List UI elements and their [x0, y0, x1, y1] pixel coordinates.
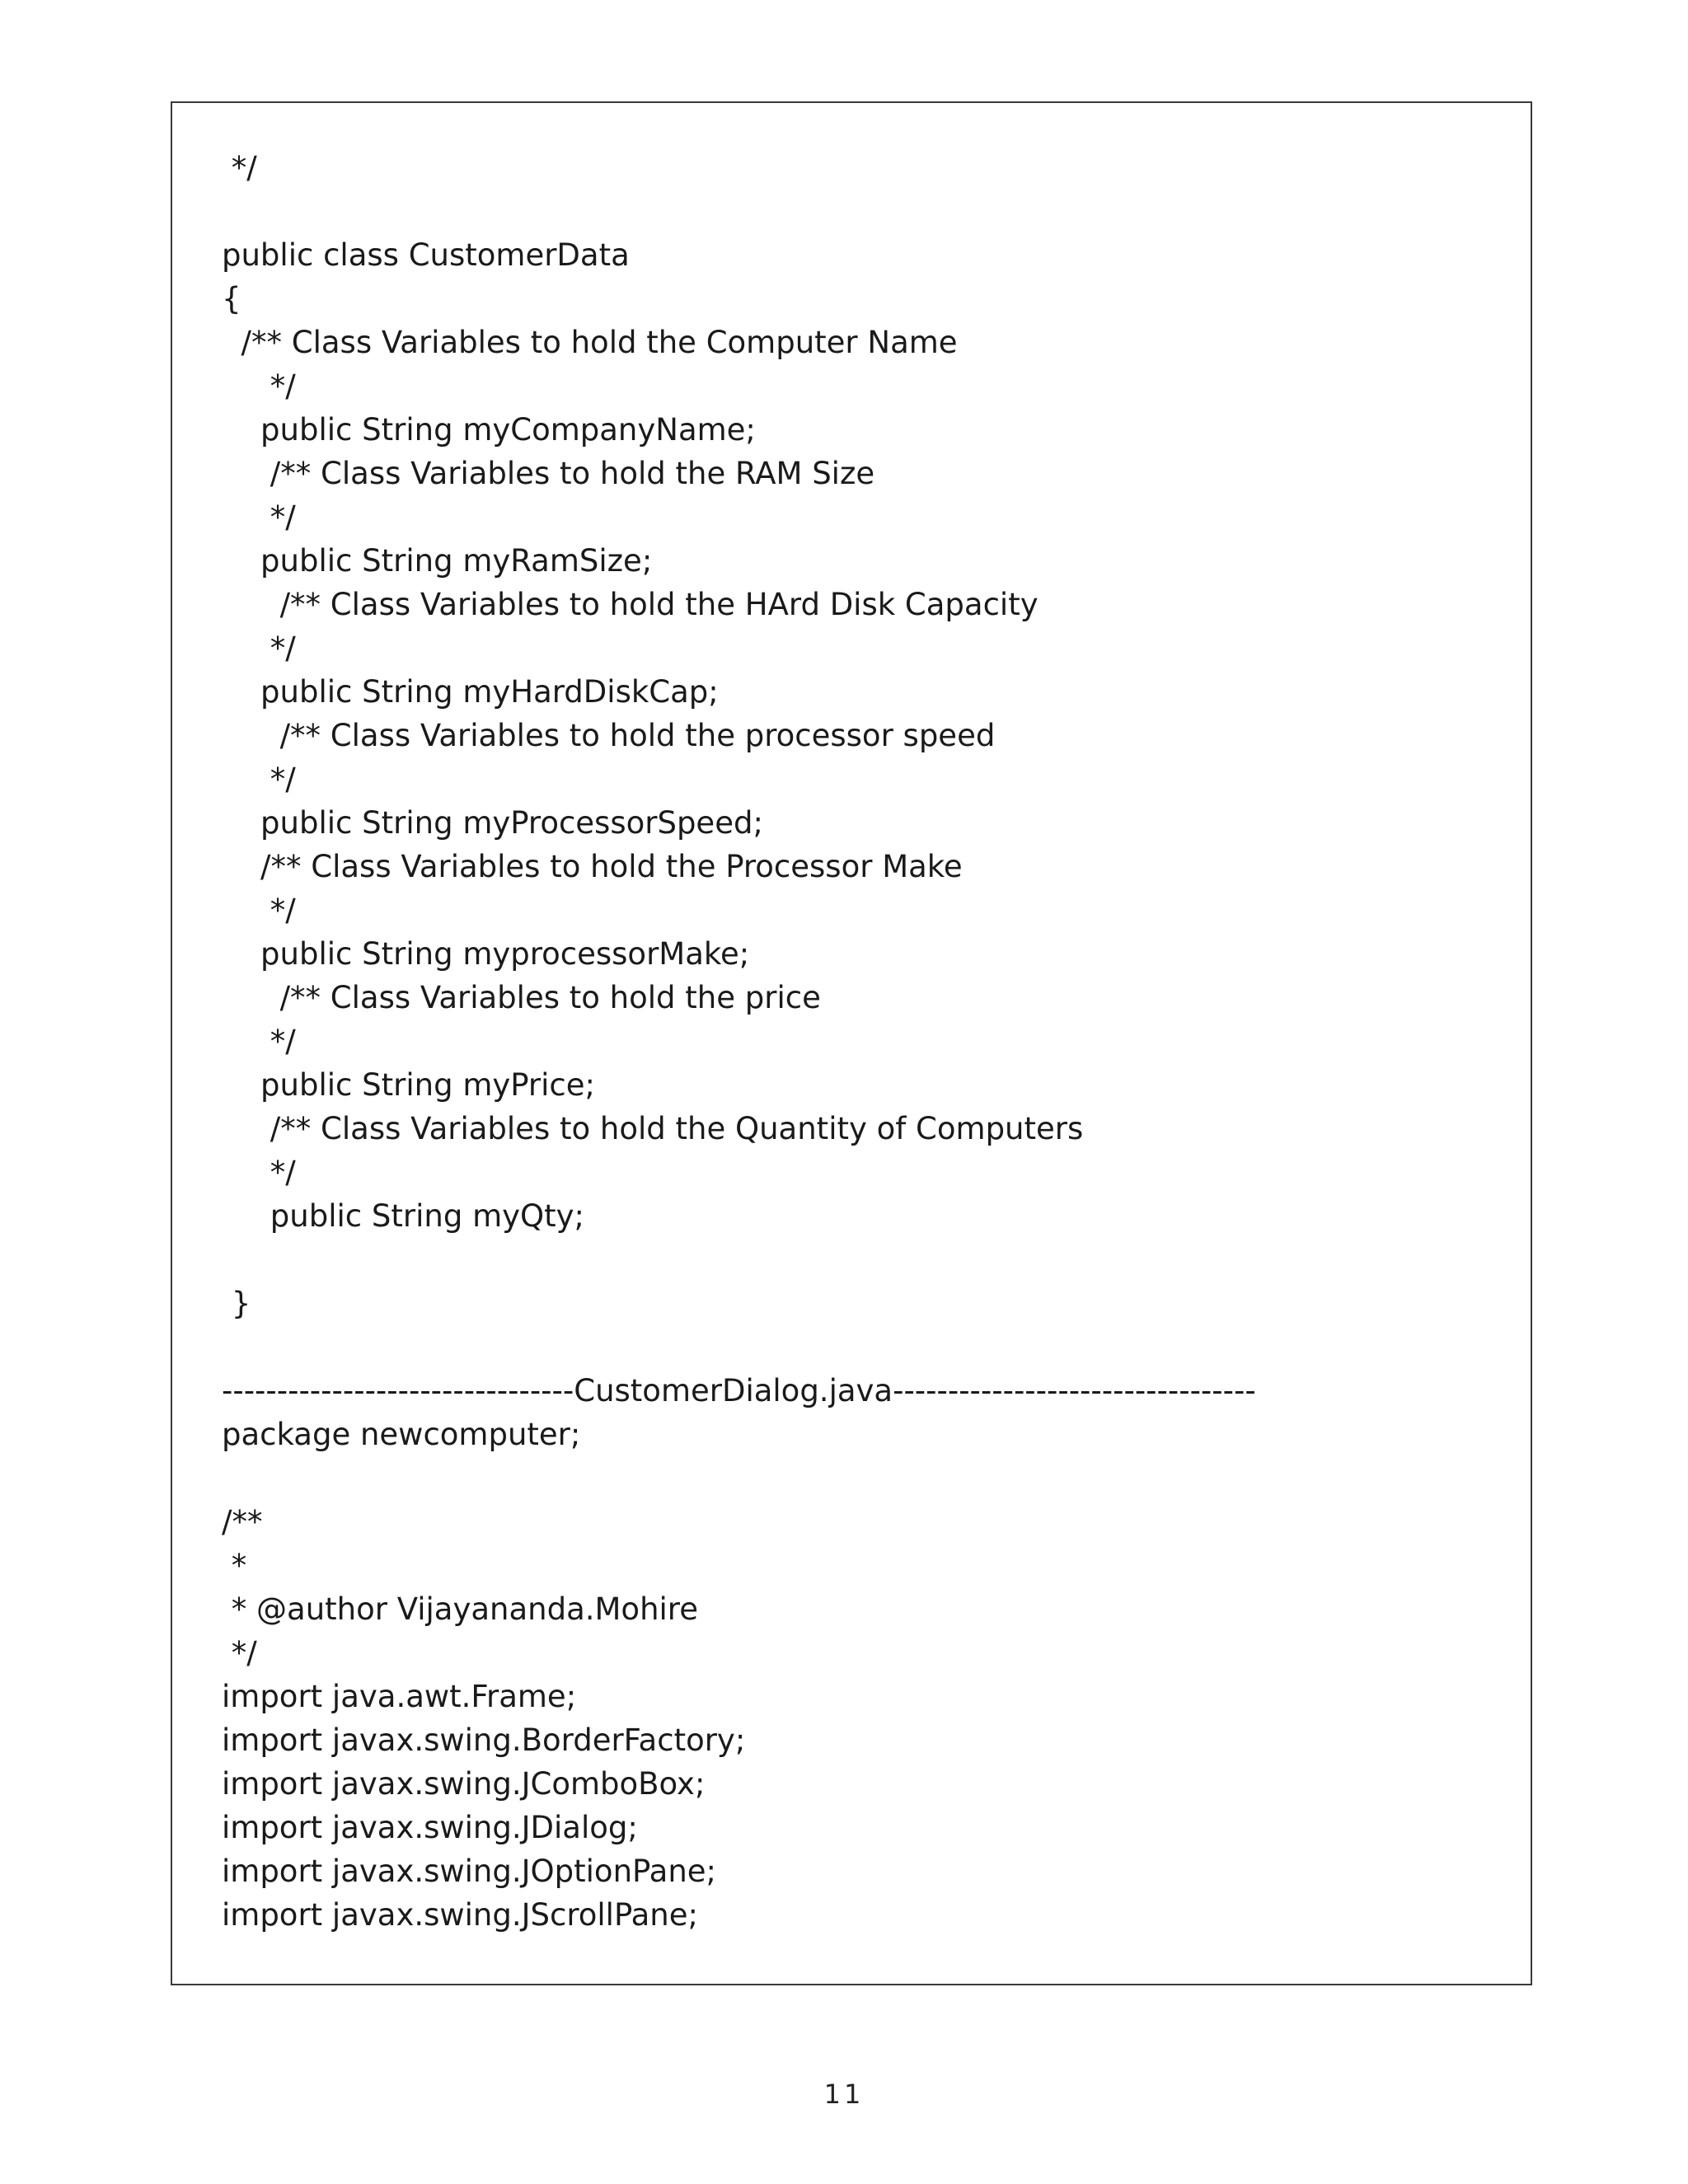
code-line: --------------------------------CustomerDialog.java--------------------------------- — [222, 1373, 1256, 1408]
code-line: */ — [222, 893, 296, 928]
code-line: /** Class Variables to hold the Quantity of Computers — [222, 1111, 1084, 1146]
code-line: */ — [222, 368, 296, 404]
code-line: import javax.swing.JOptionPane; — [222, 1854, 717, 1889]
code-line: import java.awt.Frame; — [222, 1679, 577, 1714]
code-line: */ — [222, 1155, 296, 1190]
code-line — [222, 1238, 1514, 1282]
code-line: package newcomputer; — [222, 1417, 581, 1452]
code-line: public String myCompanyName; — [222, 412, 756, 448]
page-number: 11 — [823, 2079, 865, 2110]
code-line: public String myQty; — [222, 1198, 585, 1234]
code-line: /** Class Variables to hold the HArd Disk Capacity — [222, 587, 1039, 622]
code-line: /** Class Variables to hold the RAM Size — [222, 456, 875, 491]
code-line: */ — [222, 1024, 296, 1059]
code-line: /** Class Variables to hold the Processor Make — [222, 849, 963, 884]
code-line: * @author Vijayananda.Mohire — [222, 1591, 698, 1627]
code-line: /** Class Variables to hold the price — [222, 980, 821, 1015]
code-line: { — [222, 281, 241, 316]
code-line: */ — [222, 630, 296, 666]
code-line: import javax.swing.BorderFactory; — [222, 1722, 746, 1758]
code-line: public String myHardDiskCap; — [222, 674, 719, 710]
code-line: public String myRamSize; — [222, 543, 653, 579]
code-line: import javax.swing.JScrollPane; — [222, 1897, 698, 1933]
code-line: /** Class Variables to hold the processor speed — [222, 718, 996, 753]
code-line: public String myprocessorMake; — [222, 936, 750, 972]
code-line: */ — [222, 1635, 257, 1671]
code-line: public String myProcessorSpeed; — [222, 805, 763, 841]
code-listing — [222, 146, 1514, 1937]
code-line — [222, 1325, 1514, 1369]
code-line: public class CustomerData — [222, 237, 630, 273]
code-line: */ — [222, 499, 296, 535]
code-line: /** — [222, 1504, 263, 1540]
code-line — [222, 190, 1514, 233]
code-line: } — [222, 1286, 251, 1321]
code-line: * — [222, 1548, 247, 1583]
code-line: import javax.swing.JDialog; — [222, 1810, 638, 1845]
code-line: */ — [222, 762, 296, 797]
code-line: import javax.swing.JComboBox; — [222, 1766, 706, 1802]
code-line: /** Class Variables to hold the Computer Name — [222, 325, 958, 360]
code-line: */ — [222, 150, 257, 185]
code-line — [222, 1456, 1514, 1500]
code-line: public String myPrice; — [222, 1067, 595, 1103]
code-listing-frame — [171, 101, 1532, 1985]
